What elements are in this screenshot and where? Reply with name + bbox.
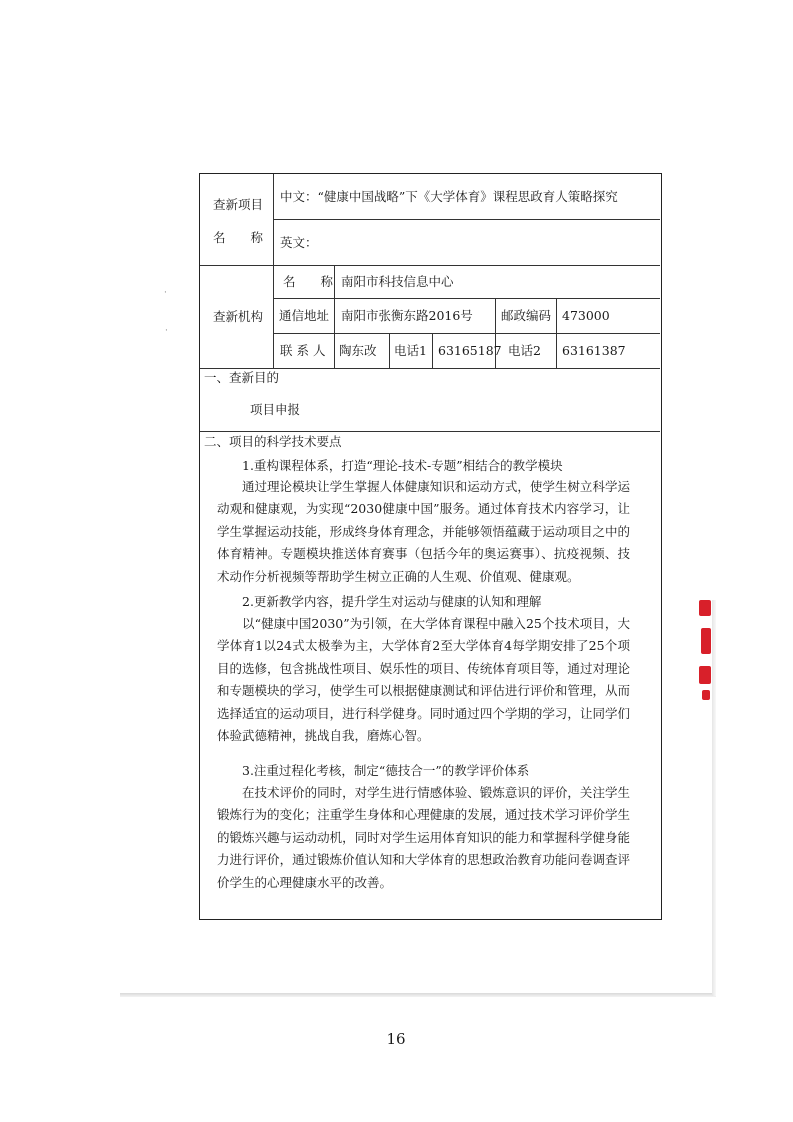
postcode-label: 邮政编码: [501, 308, 552, 323]
column-divider: [389, 333, 390, 368]
column-divider: [334, 265, 335, 368]
section2-heading: 二、项目的科学技术要点: [204, 434, 342, 449]
project-name-label: 查新项目: [213, 197, 264, 212]
phone1-label: 电话1: [394, 343, 427, 358]
contact-label: 联 系 人: [280, 343, 326, 358]
agency-label: 查新机构: [213, 309, 264, 324]
column-divider: [432, 333, 433, 368]
row-divider: [273, 333, 660, 334]
red-seal-fragment: [699, 666, 711, 684]
contact-name: 陶东改: [339, 343, 377, 358]
point2-title: 2.更新教学内容，提升学生对运动与健康的认知和理解: [242, 594, 542, 609]
row-divider: [200, 265, 660, 266]
red-seal-fragment: [701, 628, 711, 654]
red-seal-fragment: [699, 600, 711, 616]
point1-title: 1.重构课程体系，打造“理论-技术-专题”相结合的教学模块: [242, 458, 563, 473]
page-edge-shadow: [120, 993, 716, 997]
point2-text: 以“健康中国2030”为引领，在大学体育课程中融入25个技术项目，大学体育1以24式太极拳为主，大学体育2至大学体育4每学期安排了25个项目的选修，包含挑战性项目、娱乐性的项目、传统体育项目等，通过对理论和专题模块的学习，使学生可以根据健康测试和评估进行评价和管理，从而选择适宜的运动项目，进行科学健身。同时通过四个学期的学习，让同学们体验武德精神，挑战自我，磨炼心智。: [217, 616, 630, 744]
page-edge-shadow-right: [712, 600, 716, 996]
address-label: 通信地址: [279, 308, 330, 323]
postcode: 473000: [562, 308, 610, 323]
row-divider: [200, 368, 660, 369]
scan-speck: ·: [164, 288, 167, 298]
point3-text: 在技术评价的同时，对学生进行情感体验、锻炼意识的评价，关注学生锻炼行为的变化；注重学生身体和心理健康的发展，通过技术学习评价学生的锻炼兴趣与运动动机，同时对学生运用体育知识的能力和掌握科学健身能力进行评价，通过锻炼价值认知和大学体育的思想政治教育功能问卷调查评价学生的心理健康水平的改善。: [217, 785, 630, 890]
point1-text: 通过理论模块让学生掌握人体健康知识和运动方式，使学生树立科学运动观和健康观，为实现“2030健康中国”服务。通过体育技术内容学习，让学生掌握运动技能，形成终身体育理念，并能够领悟蕴藏于运动项目之中的体育精神。专题模块推送体育赛事（包括今年的奥运赛事）、抗疫视频、技术动作分析视频等帮助学生树立正确的人生观、价值观、健康观。: [217, 479, 630, 584]
address: 南阳市张衡东路2016号: [341, 308, 473, 323]
section1-content: 项目申报: [250, 402, 301, 417]
english-title: 英文：: [280, 235, 318, 250]
phone2-label: 电话2: [508, 343, 541, 358]
point3-title: 3.注重过程化考核，制定“德技合一”的教学评价体系: [242, 763, 530, 778]
agency-name-label: 名 称: [283, 274, 334, 289]
agency-name: 南阳市科技信息中心: [341, 274, 454, 289]
red-seal-fragment: [702, 690, 710, 700]
chinese-title: 中文：“健康中国战略”下《大学体育》课程思政育人策略探究: [280, 189, 618, 204]
project-name-label-2: 名 称: [213, 230, 264, 245]
column-divider: [556, 298, 557, 368]
scan-speck: ·: [165, 326, 168, 336]
row-divider: [200, 431, 660, 432]
novelty-search-form: [199, 173, 662, 920]
row-divider: [273, 219, 660, 220]
phone1: 63165187: [438, 343, 502, 358]
column-divider: [273, 174, 274, 368]
phone2: 63161387: [562, 343, 626, 358]
section1-heading: 一、查新目的: [204, 370, 280, 385]
row-divider: [273, 298, 660, 299]
page-number: 16: [386, 1030, 406, 1048]
